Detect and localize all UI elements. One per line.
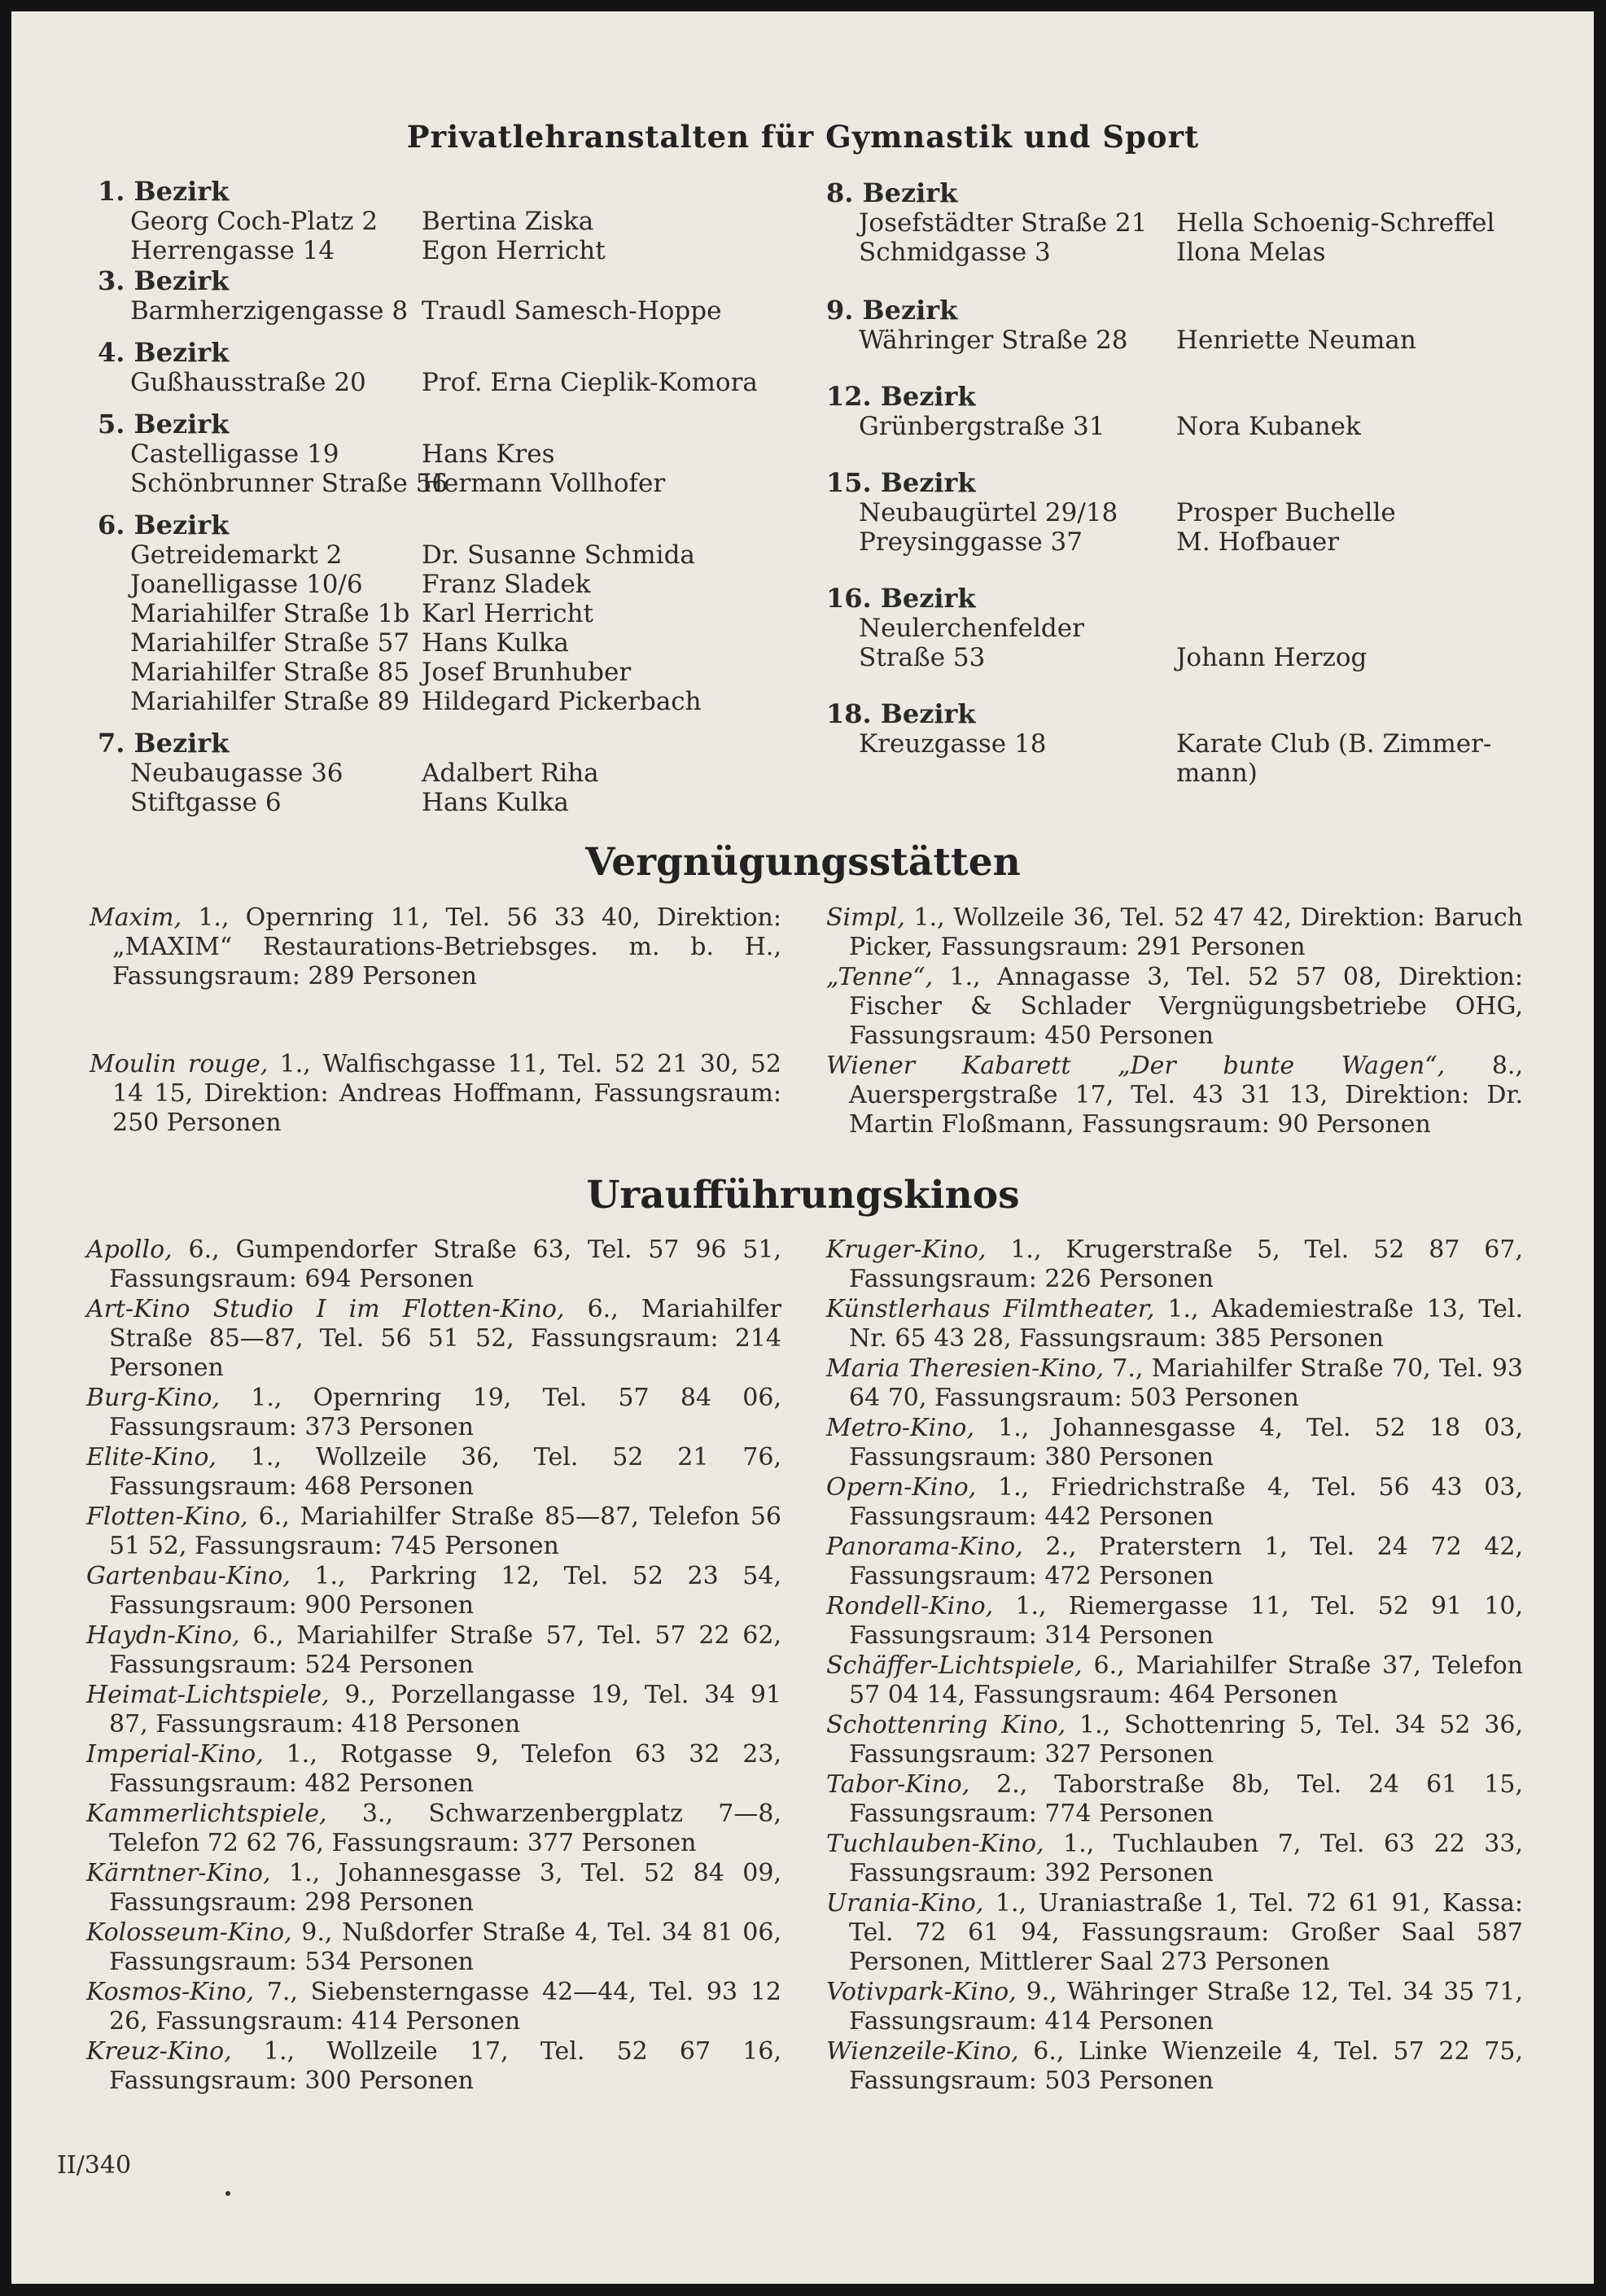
school-address: Herrengasse 14 bbox=[130, 236, 335, 265]
listing-entry bbox=[826, 1235, 1523, 1294]
listing-entry bbox=[826, 1473, 1523, 1532]
school-address: Mariahilfer Straße 1b bbox=[130, 599, 410, 628]
listing-name: Kolosseum-Kino, bbox=[86, 1918, 292, 1947]
listing-entry bbox=[86, 1295, 781, 1383]
bezirk-block bbox=[826, 295, 1559, 355]
school-row bbox=[826, 208, 1559, 238]
school-address: Neubaugürtel 29/18 bbox=[859, 498, 1118, 527]
listing-details: 6., Mariahilfer Straße 85—87, Telefon 56 51 52, Fassungsraum: 745 Personen bbox=[109, 1502, 781, 1560]
bezirk-heading: 16. Bezirk bbox=[826, 583, 976, 614]
listing-entry bbox=[86, 1918, 781, 1977]
listing-details: 7., Siebensterngasse 42—44, Tel. 93 12 26, Fassungsraum: 414 Personen bbox=[109, 1978, 781, 2036]
listing-entry bbox=[826, 1414, 1523, 1472]
listing-details: 1., Uraniastraße 1, Tel. 72 61 91, Kassa: Tel. 72 61 94, Fassungsraum: Großer Saal 587 Personen, Mittlerer Saal 273 Personen bbox=[849, 1889, 1523, 1976]
schools-right-column bbox=[826, 177, 1559, 788]
school-instructor: Prosper Buchelle bbox=[1176, 498, 1396, 527]
school-instructor: Nora Kubanek bbox=[1176, 412, 1361, 441]
school-address: Kreuzgasse 18 bbox=[859, 729, 1047, 759]
listing-entry bbox=[826, 1295, 1523, 1354]
school-row bbox=[98, 207, 798, 236]
bezirk-block bbox=[98, 728, 798, 817]
listing-entry bbox=[826, 1533, 1523, 1591]
listing-entry bbox=[826, 1889, 1523, 1977]
school-row bbox=[98, 759, 798, 788]
listing-name: Art-Kino Studio I im Flotten-Kino, bbox=[86, 1295, 565, 1323]
bezirk-heading: 3. Bezirk bbox=[98, 265, 230, 296]
listing-entry bbox=[86, 1800, 781, 1858]
school-instructor: Bertina Ziska bbox=[422, 207, 594, 236]
school-row bbox=[826, 527, 1559, 557]
bezirk-block bbox=[98, 337, 798, 397]
listing-entry bbox=[826, 1830, 1523, 1888]
listing-name: Gartenbau-Kino, bbox=[86, 1562, 291, 1590]
school-instructor: Hella Schoenig-Schreffel bbox=[1176, 208, 1495, 238]
listing-details: 1., Johannesgasse 3, Tel. 52 84 09, Fassungsraum: 298 Personen bbox=[109, 1859, 781, 1917]
school-row bbox=[826, 614, 1559, 643]
bezirk-heading: 12. Bezirk bbox=[826, 381, 976, 412]
listing-entry bbox=[86, 1978, 781, 2036]
listing-details: 1., Wollzeile 36, Tel. 52 47 42, Direktion: Baruch Picker, Fassungsraum: 291 Personen bbox=[849, 903, 1523, 961]
listing-name: Schäffer-Lichtspiele, bbox=[826, 1651, 1083, 1680]
school-address: Grünbergstraße 31 bbox=[859, 412, 1105, 441]
page-number: II/340 bbox=[57, 2151, 132, 2180]
school-row bbox=[98, 236, 798, 265]
listing-entry bbox=[86, 1502, 781, 1561]
listing-name: Wiener Kabarett „Der bunte Wagen“, bbox=[826, 1052, 1446, 1080]
school-address: Neulerchenfelder bbox=[859, 614, 1084, 643]
listing-details: 1., Johannesgasse 4, Tel. 52 18 03, Fassungsraum: 380 Personen bbox=[849, 1414, 1523, 1472]
listing-name: Schottenring Kino, bbox=[826, 1711, 1066, 1739]
listing-details: 1., Parkring 12, Tel. 52 23 54, Fassungsraum: 900 Personen bbox=[109, 1562, 781, 1620]
listing-entry bbox=[86, 1859, 781, 1918]
listing-entry bbox=[826, 1711, 1523, 1769]
school-row bbox=[826, 326, 1559, 355]
school-row bbox=[98, 570, 798, 599]
bezirk-heading: 6. Bezirk bbox=[98, 509, 230, 540]
bezirk-heading: 1. Bezirk bbox=[98, 176, 230, 207]
school-row bbox=[826, 498, 1559, 527]
school-instructor: Dr. Susanne Schmida bbox=[422, 540, 695, 570]
listing-details: 9., Porzellangasse 19, Tel. 34 91 87, Fassungsraum: 418 Personen bbox=[109, 1681, 781, 1738]
listing-details: 3., Schwarzenbergplatz 7—8, Telefon 72 62 76, Fassungsraum: 377 Personen bbox=[109, 1800, 781, 1857]
listing-name: Simpl, bbox=[826, 903, 905, 932]
listing-entry bbox=[86, 1384, 781, 1442]
schools-title: Privatlehranstalten für Gymnastik und Sport bbox=[406, 119, 1200, 155]
school-instructor: Hans Kulka bbox=[422, 628, 569, 658]
school-address: Getreidemarkt 2 bbox=[130, 540, 343, 570]
school-address: Gußhausstraße 20 bbox=[130, 368, 366, 397]
school-address: Schmidgasse 3 bbox=[859, 238, 1051, 267]
cinemas-title: Uraufführungskinos bbox=[586, 1173, 1020, 1218]
school-instructor: Hans Kres bbox=[422, 440, 555, 469]
listing-name: Tuchlauben-Kino, bbox=[826, 1830, 1044, 1858]
listing-details: 1., Riemergasse 11, Tel. 52 91 10, Fassungsraum: 314 Personen bbox=[849, 1592, 1523, 1650]
listing-entry bbox=[90, 903, 781, 991]
listing-details: 6., Linke Wienzeile 4, Tel. 57 22 75, Fassungsraum: 503 Personen bbox=[849, 2037, 1523, 2095]
school-instructor: Johann Herzog bbox=[1176, 643, 1368, 672]
listing-name: Votivpark-Kino, bbox=[826, 1978, 1017, 2006]
bezirk-heading: 8. Bezirk bbox=[826, 177, 958, 208]
listing-name: Haydn-Kino, bbox=[86, 1621, 240, 1650]
listing-details: 1., Wollzeile 17, Tel. 52 67 16, Fassungsraum: 300 Personen bbox=[109, 2037, 781, 2095]
school-row bbox=[98, 469, 798, 498]
listing-details: 1., Tuchlauben 7, Tel. 63 22 33, Fassungsraum: 392 Personen bbox=[849, 1830, 1523, 1887]
school-instructor: Hans Kulka bbox=[422, 788, 569, 817]
listing-entry bbox=[826, 1978, 1523, 2036]
school-row bbox=[98, 788, 798, 817]
listing-entry bbox=[826, 963, 1523, 1051]
listing-details: 2., Praterstern 1, Tel. 24 72 42, Fassungsraum: 472 Personen bbox=[849, 1533, 1523, 1590]
school-address: Castelligasse 19 bbox=[130, 440, 339, 469]
school-address: Barmherzigengasse 8 bbox=[130, 296, 409, 326]
listing-details: 1., Annagasse 3, Tel. 52 57 08, Direktion: Fischer & Schlader Vergnügungsbetriebe OHG, Fassungsraum: 450 Personen bbox=[849, 963, 1523, 1050]
bezirk-heading: 5. Bezirk bbox=[98, 409, 230, 440]
bezirk-heading: 4. Bezirk bbox=[98, 337, 230, 368]
listing-entry bbox=[86, 1681, 781, 1739]
school-row bbox=[98, 440, 798, 469]
bezirk-heading: 9. Bezirk bbox=[826, 295, 958, 326]
listing-entry bbox=[86, 1235, 781, 1294]
cinemas-right-column bbox=[826, 1235, 1523, 2097]
bezirk-heading: 15. Bezirk bbox=[826, 467, 976, 498]
bezirk-heading: 7. Bezirk bbox=[98, 728, 230, 759]
school-row bbox=[98, 368, 798, 397]
listing-name: Heimat-Lichtspiele, bbox=[86, 1681, 330, 1709]
listing-details: 8., Auerspergstraße 17, Tel. 43 31 13, Direktion: Dr. Martin Floßmann, Fassungsraum: 90 Personen bbox=[849, 1052, 1523, 1139]
listing-details: 1., Opernring 19, Tel. 57 84 06, Fassungsraum: 373 Personen bbox=[109, 1384, 781, 1441]
school-address: Straße 53 bbox=[859, 643, 986, 672]
listing-name: Flotten-Kino, bbox=[86, 1502, 248, 1531]
listing-entry bbox=[86, 1740, 781, 1799]
listing-details: 1., Opernring 11, Tel. 56 33 40, Direktion: „MAXIM“ Restaurations-Betriebsges. m. b. H., Fassungsraum: 289 Personen bbox=[112, 903, 781, 991]
school-instructor: Hildegard Pickerbach bbox=[422, 687, 702, 716]
school-address: Mariahilfer Straße 89 bbox=[130, 687, 410, 716]
school-instructor: Egon Herricht bbox=[422, 236, 606, 265]
listing-name: Apollo, bbox=[86, 1235, 173, 1264]
school-instructor: Franz Sladek bbox=[422, 570, 591, 599]
listing-name: Maxim, bbox=[90, 903, 182, 932]
cinemas-left-column bbox=[86, 1235, 781, 2097]
bezirk-block bbox=[826, 467, 1559, 557]
school-row bbox=[826, 643, 1559, 672]
school-instructor: Karl Herricht bbox=[422, 599, 593, 628]
listing-details: 1., Rotgasse 9, Telefon 63 32 23, Fassungsraum: 482 Personen bbox=[109, 1740, 781, 1798]
school-row bbox=[98, 687, 798, 716]
listing-name: Opern-Kino, bbox=[826, 1473, 977, 1502]
school-instructor: M. Hofbauer bbox=[1176, 527, 1340, 557]
listing-name: Kreuz-Kino, bbox=[86, 2037, 232, 2066]
listing-details: 7., Mariahilfer Straße 70, Tel. 93 64 70, Fassungsraum: 503 Personen bbox=[849, 1354, 1523, 1412]
listing-name: Tabor-Kino, bbox=[826, 1770, 970, 1799]
listing-entry bbox=[826, 1651, 1523, 1710]
listing-details: 6., Mariahilfer Straße 85—87, Tel. 56 51 52, Fassungsraum: 214 Personen bbox=[109, 1295, 781, 1382]
school-instructor: Ilona Melas bbox=[1176, 238, 1326, 267]
listing-details: 1., Schottenring 5, Tel. 34 52 36, Fassungsraum: 327 Personen bbox=[849, 1711, 1523, 1769]
listing-entry bbox=[826, 1770, 1523, 1829]
school-instructor: mann) bbox=[1176, 759, 1258, 788]
school-address: Mariahilfer Straße 57 bbox=[130, 628, 410, 658]
school-address: Stiftgasse 6 bbox=[130, 788, 282, 817]
school-row bbox=[826, 759, 1559, 788]
listing-details: 1., Akademiestraße 13, Tel. Nr. 65 43 28, Fassungsraum: 385 Personen bbox=[849, 1295, 1523, 1353]
school-address: Neubaugasse 36 bbox=[130, 759, 344, 788]
listing-entry bbox=[826, 1592, 1523, 1651]
listing-name: Urania-Kino, bbox=[826, 1889, 984, 1918]
listing-details: 6., Mariahilfer Straße 37, Telefon 57 04 14, Fassungsraum: 464 Personen bbox=[849, 1651, 1523, 1709]
listing-entry bbox=[86, 2037, 781, 2096]
school-instructor: Henriette Neuman bbox=[1176, 326, 1416, 355]
listing-name: Kärntner-Kino, bbox=[86, 1859, 271, 1887]
school-instructor: Traudl Samesch-Hoppe bbox=[422, 296, 722, 326]
listing-details: 1., Wollzeile 36, Tel. 52 21 76, Fassungsraum: 468 Personen bbox=[109, 1443, 781, 1501]
school-row bbox=[826, 729, 1559, 759]
school-row bbox=[98, 296, 798, 326]
school-address: Schönbrunner Straße 56 bbox=[130, 469, 449, 498]
bezirk-block bbox=[826, 583, 1559, 672]
school-instructor: Hermann Vollhofer bbox=[422, 469, 666, 498]
school-row bbox=[98, 540, 798, 570]
listing-entry bbox=[86, 1621, 781, 1680]
listing-details: 9., Nußdorfer Straße 4, Tel. 34 81 06, Fassungsraum: 534 Personen bbox=[109, 1918, 781, 1976]
listing-name: Kosmos-Kino, bbox=[86, 1978, 255, 2006]
listing-name: Rondell-Kino, bbox=[826, 1592, 994, 1620]
bezirk-heading: 18. Bezirk bbox=[826, 698, 976, 729]
bezirk-block bbox=[98, 409, 798, 498]
listing-details: 6., Mariahilfer Straße 57, Tel. 57 22 62, Fassungsraum: 524 Personen bbox=[109, 1621, 781, 1679]
school-row bbox=[98, 599, 798, 628]
school-row bbox=[98, 658, 798, 687]
entertainment-title: Vergnügungsstätten bbox=[585, 840, 1021, 885]
school-address: Währinger Straße 28 bbox=[859, 326, 1128, 355]
listing-name: Kruger-Kino, bbox=[826, 1235, 987, 1264]
school-address: Joanelligasse 10/6 bbox=[130, 570, 363, 599]
listing-name: Wienzeile-Kino, bbox=[826, 2037, 1019, 2066]
listing-entry bbox=[90, 1050, 781, 1138]
listing-name: Metro-Kino, bbox=[826, 1414, 974, 1442]
listing-entry bbox=[826, 1052, 1523, 1139]
listing-name: Burg-Kino, bbox=[86, 1384, 220, 1412]
bezirk-block bbox=[826, 381, 1559, 441]
listing-details: 1., Krugerstraße 5, Tel. 52 87 67, Fassungsraum: 226 Personen bbox=[849, 1235, 1523, 1293]
listing-details: 1., Friedrichstraße 4, Tel. 56 43 03, Fassungsraum: 442 Personen bbox=[849, 1473, 1523, 1531]
school-row bbox=[826, 238, 1559, 267]
listing-entry bbox=[826, 903, 1523, 962]
listing-name: Künstlerhaus Filmtheater, bbox=[826, 1295, 1155, 1323]
listing-details: 1., Walfischgasse 11, Tel. 52 21 30, 52 14 15, Direktion: Andreas Hoffmann, Fassungsraum: 250 Personen bbox=[112, 1050, 781, 1137]
school-instructor: Prof. Erna Cieplik-Komora bbox=[422, 368, 758, 397]
bezirk-block bbox=[826, 698, 1559, 788]
bezirk-block bbox=[826, 177, 1559, 267]
school-address: Preysinggasse 37 bbox=[859, 527, 1083, 557]
bezirk-block bbox=[98, 265, 798, 326]
listing-name: Kammerlichtspiele, bbox=[86, 1800, 327, 1828]
listing-entry bbox=[86, 1562, 781, 1620]
bezirk-block bbox=[98, 176, 798, 265]
school-address: Georg Coch-Platz 2 bbox=[130, 207, 379, 236]
school-address: Josefstädter Straße 21 bbox=[859, 208, 1148, 238]
school-row bbox=[826, 412, 1559, 441]
listing-details: 9., Währinger Straße 12, Tel. 34 35 71, Fassungsraum: 414 Personen bbox=[849, 1978, 1523, 2036]
print-speck bbox=[225, 2191, 230, 2196]
entertainment-left-column bbox=[90, 903, 781, 1139]
listing-entry bbox=[86, 1443, 781, 1502]
school-row bbox=[98, 628, 798, 658]
bezirk-block bbox=[98, 509, 798, 716]
schools-left-column bbox=[98, 176, 798, 817]
listing-name: Maria Theresien-Kino, bbox=[826, 1354, 1105, 1383]
listing-name: Panorama-Kino, bbox=[826, 1533, 1023, 1561]
school-address: Mariahilfer Straße 85 bbox=[130, 658, 410, 687]
school-instructor: Josef Brunhuber bbox=[422, 658, 632, 687]
listing-name: Moulin rouge, bbox=[90, 1050, 269, 1078]
entertainment-right-column bbox=[826, 903, 1523, 1140]
listing-details: 6., Gumpendorfer Straße 63, Tel. 57 96 51, Fassungsraum: 694 Personen bbox=[109, 1235, 781, 1293]
school-instructor: Adalbert Riha bbox=[422, 759, 599, 788]
listing-entry bbox=[826, 2037, 1523, 2096]
listing-name: „Tenne“, bbox=[826, 963, 934, 991]
listing-name: Elite-Kino, bbox=[86, 1443, 217, 1472]
listing-name: Imperial-Kino, bbox=[86, 1740, 264, 1769]
listing-entry bbox=[826, 1354, 1523, 1413]
listing-details: 2., Taborstraße 8b, Tel. 24 61 15, Fassungsraum: 774 Personen bbox=[849, 1770, 1523, 1828]
school-instructor: Karate Club (B. Zimmer- bbox=[1176, 729, 1492, 759]
